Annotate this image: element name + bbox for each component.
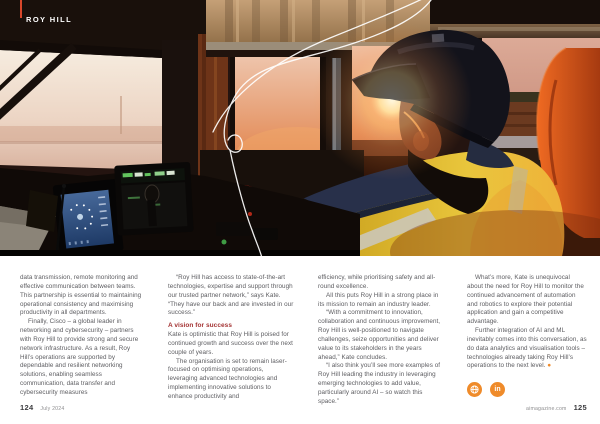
text-column-3: [318, 274, 442, 407]
site-url[interactable]: aimagazine.com: [526, 406, 567, 412]
body-paragraph: [467, 327, 587, 371]
text-column-1: [20, 274, 144, 398]
text-column-4: [467, 274, 587, 371]
linkedin-icon[interactable]: [490, 382, 505, 397]
footer-right: [526, 403, 587, 412]
body-paragraph: “I also think you’ll see more examples of Roy Hill leading the industry in leveraging emerging technologies to add value, particularly around AI – so watch this space.”: [318, 362, 441, 405]
footer-left: [20, 403, 64, 412]
globe-icon[interactable]: [467, 382, 482, 397]
linkedin-glyph: in: [494, 386, 501, 393]
page-number-right: 125: [573, 403, 587, 412]
body-paragraph: Kate is optimistic that Roy Hill is poised for continued growth and success over the next couple of years.: [168, 331, 293, 356]
body-paragraph: Finally, Cisco – a global leader in networking and cybersecurity – partners with Roy Hill to provide strong and secure network infrastructure. As a result, Roy Hill’s operations are supported by dependable and resilient networking solutions, enabling seamless communication, data transfer and cybersecurity measures: [20, 318, 139, 396]
body-paragraph: The organisation is set to remain laser-focused on optimising operations, leveraging advanced technologies and implementing innovative solutions to enhance productivity and: [168, 357, 287, 400]
globe-glyph: [470, 385, 479, 394]
body-paragraph-text: Further integration of AI and ML inevitably comes into this conversation, as do data analytics and visualisation tools – technologies already taking Roy Hill’s operations to the next level.: [467, 327, 587, 370]
social-links: [467, 382, 505, 397]
body-paragraph: “With a commitment to innovation, collaboration and continuous improvement, Roy Hill is well-positioned to navigate challenges, seize opportunities and deliver value to its stakeholders in the years ahead,” Kate concludes.: [318, 309, 441, 361]
issue-date: July 2024: [40, 406, 65, 412]
body-paragraph: All this puts Roy Hill in a strong place in its mission to remain an industry leader.: [318, 291, 439, 308]
body-paragraph: What’s more, Kate is unequivocal about the need for Roy Hill to monitor the continued advancement of automation and robotics to explore their potential application and gain a competitive advantage.: [467, 274, 584, 326]
body-paragraph: data transmission, remote monitoring and effective communication between teams. This partnership is essential to maintaining operational consistency and maximising productivity in all departments.: [20, 274, 142, 317]
section-heading: A vision for success: [168, 322, 232, 330]
photo-left-window: [0, 40, 162, 170]
body-paragraph: efficiency, while prioritising safety and all-round excellence.: [318, 274, 436, 290]
text-column-2: [168, 274, 294, 402]
body-paragraph: “Roy Hill has access to state-of-the-art technologies, expertise and support through our trusted partner network,” says Kate. “They have our back and are invested in our success.”: [168, 274, 294, 317]
page-number-left: 124: [20, 403, 34, 412]
brand-label: ROY HILL: [26, 15, 73, 24]
brand-accent-rule: [20, 0, 22, 18]
article-end-mark: ●: [547, 362, 552, 370]
